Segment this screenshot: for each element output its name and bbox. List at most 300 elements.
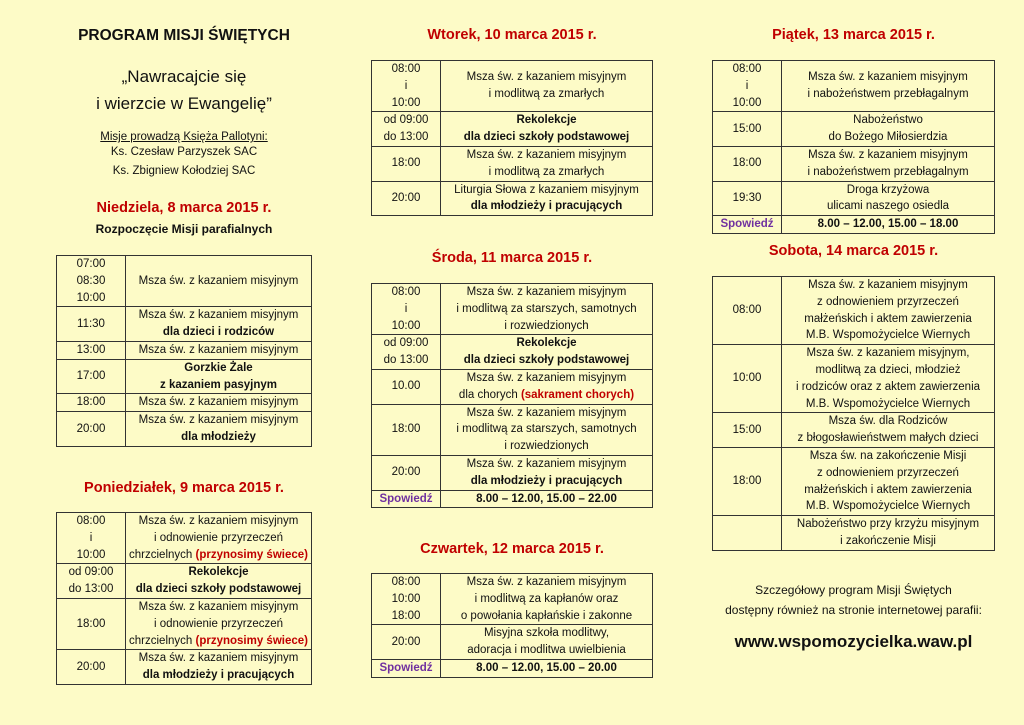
time-line: 20:00 — [391, 466, 421, 479]
description-text: dla młodzieży i pracujących — [470, 474, 623, 487]
schedule-time — [713, 61, 782, 112]
description-text: Nabożeństwo przy krzyżu misyjnym — [796, 518, 980, 531]
schedule-description — [441, 146, 653, 181]
schedule-description — [441, 369, 653, 404]
schedule-row — [372, 625, 653, 660]
description-text: Msza św. z kazaniem misyjnym — [466, 457, 627, 470]
schedule-description — [782, 112, 995, 147]
schedule-description — [782, 277, 995, 345]
description-text: i rodziców oraz z aktem zawierzenia — [795, 380, 981, 393]
description-text: Liturgia Słowa z kazaniem misyjnym — [454, 183, 639, 196]
schedule-row — [713, 112, 995, 147]
schedule-time — [713, 181, 782, 216]
description-text: Msza św. dla Rodziców — [828, 415, 948, 428]
description-text: Nabożeństwo — [853, 114, 923, 127]
schedule-row — [372, 574, 653, 625]
description-line — [784, 129, 992, 146]
description-line — [784, 345, 992, 362]
schedule-row — [57, 650, 312, 685]
time-line: 10:00 — [391, 592, 421, 605]
schedule-time — [57, 394, 126, 412]
time-line: 10:00 — [391, 319, 421, 332]
time-line: 18:00 — [391, 423, 421, 436]
schedule-description — [441, 574, 653, 625]
description-text: i rozwiedzionych — [504, 319, 589, 332]
schedule-time — [57, 598, 126, 649]
schedule-description — [126, 598, 312, 649]
confession-row — [713, 216, 995, 234]
time-line: 20:00 — [76, 660, 106, 673]
time-line: i — [745, 79, 749, 92]
schedule-description — [441, 181, 653, 216]
schedule-description — [782, 447, 995, 515]
description-text: i modlitwą za zmarłych — [488, 88, 605, 101]
time-line: 08:00 — [391, 286, 421, 298]
description-text: adoracja i modlitwa uwielbienia — [467, 644, 626, 657]
description-text: Rekolekcje — [188, 566, 249, 579]
schedule-time — [372, 455, 441, 490]
description-text: dla dzieci szkoły podstawowej — [463, 354, 630, 367]
schedule-description — [126, 564, 312, 599]
description-line — [784, 498, 992, 515]
description-line — [443, 574, 650, 591]
time-line: 20:00 — [391, 191, 421, 204]
description-text: z błogosławieństwem małych dzieci — [797, 432, 979, 445]
friday-title: Piątek, 13 marca 2015 r. — [772, 27, 935, 43]
schedule-time — [372, 574, 441, 625]
description-line — [128, 324, 309, 341]
schedule-row — [372, 284, 653, 335]
leader-2: Ks. Zbigniew Kołodziej SAC — [112, 165, 256, 177]
description-text: małżeńskich i aktem zawierzenia — [804, 483, 972, 496]
time-line: 11:30 — [77, 317, 105, 330]
description-line — [128, 360, 309, 377]
motto — [56, 63, 312, 117]
footer-line-2: dostępny również na stronie internetowej parafii: — [725, 603, 982, 617]
description-text: i zakończenie Misji — [840, 534, 936, 547]
description-text: Rekolekcje — [516, 337, 577, 350]
schedule-row — [713, 181, 995, 216]
schedule-row — [57, 359, 312, 394]
description-line — [784, 430, 992, 447]
time-line: 13:00 — [76, 343, 106, 356]
description-text: i nabożeństwem przebłagalnym — [807, 88, 969, 101]
sunday-table — [56, 255, 312, 447]
time-line: od 09:00 — [68, 566, 114, 579]
time-line: i — [89, 531, 93, 544]
wednesday-title: Środa, 11 marca 2015 r. — [431, 250, 593, 266]
schedule-time — [372, 404, 441, 455]
sunday-title: Niedziela, 8 marca 2015 r. — [96, 200, 272, 216]
schedule-description — [782, 181, 995, 216]
description-text: i nabożeństwem przebłagalnym — [807, 165, 969, 178]
description-line — [784, 533, 992, 550]
description-line — [784, 516, 992, 533]
time-line: od 09:00 — [383, 337, 429, 350]
schedule-time — [713, 277, 782, 345]
description-line — [128, 377, 309, 394]
schedule-row — [57, 394, 312, 412]
description-line — [784, 86, 992, 103]
schedule-description — [126, 513, 312, 564]
description-text: Msza św. z kazaniem misyjnym — [466, 286, 627, 298]
description-line — [443, 164, 650, 181]
description-line — [443, 438, 650, 455]
time-line: 19:30 — [732, 191, 762, 204]
schedule-time — [57, 513, 126, 564]
schedule-row — [372, 112, 653, 147]
description-line — [784, 147, 992, 164]
description-line — [443, 318, 650, 335]
description-line — [128, 307, 309, 324]
description-text: Msza św. z kazaniem misyjnym — [466, 71, 627, 84]
description-line — [443, 284, 650, 301]
schedule-time — [372, 335, 441, 370]
description-line — [128, 273, 309, 290]
description-text: z odnowieniem przyrzeczeń — [817, 466, 959, 479]
description-text: i modlitwą za starszych, samotnych — [456, 423, 637, 436]
saturday-table — [712, 276, 995, 551]
confession-hours: 8.00 – 12.00, 15.00 – 18.00 — [782, 216, 995, 234]
description-text: M.B. Wspomożycielce Wiernych — [805, 500, 971, 513]
schedule-time — [57, 341, 126, 359]
schedule-description — [126, 412, 312, 447]
description-line — [128, 530, 309, 547]
description-text: Msza św. z kazaniem misyjnym — [138, 343, 299, 356]
time-line: 08:30 — [76, 274, 106, 287]
schedule-description — [782, 146, 995, 181]
description-line — [443, 335, 650, 352]
description-line — [443, 370, 650, 387]
schedule-row — [372, 455, 653, 490]
highlight-note: (sakrament chorych) — [520, 388, 635, 401]
time-line: 18:00 — [732, 475, 762, 488]
confession-row — [372, 490, 653, 508]
schedule-time — [713, 516, 782, 551]
description-line — [128, 547, 309, 564]
description-line — [784, 198, 992, 215]
time-line: 20:00 — [76, 422, 106, 435]
description-text: Msza św. z kazaniem misyjnym — [808, 148, 968, 161]
description-text: dla dzieci szkoły podstawowej — [135, 583, 302, 596]
schedule-description — [782, 61, 995, 112]
time-line: do 13:00 — [383, 131, 429, 144]
schedule-row — [57, 256, 312, 307]
motto-line-2: i wierzcie w Ewangelię” — [96, 94, 272, 113]
description-text: Gorzkie Żale — [184, 361, 253, 374]
description-line — [128, 616, 309, 633]
highlight-note: (przynosimy świece) — [195, 634, 308, 647]
schedule-row — [372, 181, 653, 216]
description-line — [128, 581, 309, 598]
description-text: Msza św. z kazaniem misyjnym — [138, 414, 299, 427]
schedule-row — [57, 341, 312, 359]
description-line — [443, 198, 650, 215]
description-text: Msza św. z kazaniem misyjnym — [138, 274, 299, 287]
schedule-row — [57, 307, 312, 342]
confession-label: Spowiedź — [372, 490, 441, 508]
description-line — [128, 650, 309, 667]
description-text: dla młodzieży i pracujących — [142, 669, 295, 682]
schedule-time — [57, 307, 126, 342]
description-text: z odnowieniem przyrzeczeń — [817, 295, 959, 308]
schedule-row — [57, 513, 312, 564]
schedule-time — [57, 359, 126, 394]
time-line: 10.00 — [391, 380, 421, 393]
confession-hours: 8.00 – 12.00, 15.00 – 20.00 — [441, 659, 653, 677]
time-line: 08:00 — [76, 515, 106, 527]
confession-label: Spowiedź — [372, 659, 441, 677]
description-text: do Bożego Miłosierdzia — [828, 131, 948, 144]
tuesday-table — [371, 60, 653, 216]
time-line: 07:00 — [76, 258, 106, 270]
thursday-table — [371, 573, 653, 678]
schedule-row — [372, 146, 653, 181]
schedule-time — [372, 369, 441, 404]
highlight-note: (przynosimy świece) — [195, 548, 308, 561]
parish-website-link[interactable]: www.wspomozycielka.waw.pl — [734, 632, 973, 651]
time-line: 08:00 — [732, 304, 762, 317]
schedule-time — [372, 112, 441, 147]
description-text: Msza św. z kazaniem misyjnym — [808, 71, 968, 84]
time-line: 18:00 — [76, 396, 106, 409]
description-text: małżeńskich i aktem zawierzenia — [804, 312, 972, 325]
time-line: 18:00 — [391, 157, 421, 170]
leader-1: Ks. Czesław Parzyszek SAC — [110, 146, 258, 158]
description-text: Msza św. z kazaniem misyjnym — [466, 576, 627, 588]
time-line: i — [404, 79, 408, 92]
schedule-description — [441, 404, 653, 455]
description-line — [784, 482, 992, 499]
time-line: i — [404, 302, 408, 315]
schedule-row — [372, 61, 653, 112]
description-line — [784, 413, 992, 430]
description-text: i rozwiedzionych — [504, 440, 589, 453]
motto-line-1: „Nawracajcie się — [121, 67, 247, 86]
description-text: Msza św. z kazaniem misyjnym — [466, 148, 627, 161]
schedule-row — [372, 369, 653, 404]
schedule-description — [441, 284, 653, 335]
description-line — [443, 86, 650, 103]
schedule-time — [57, 564, 126, 599]
schedule-time — [57, 650, 126, 685]
wednesday-table — [371, 283, 653, 508]
description-line — [443, 147, 650, 164]
schedule-row — [57, 598, 312, 649]
schedule-time — [713, 146, 782, 181]
description-line — [128, 513, 309, 530]
schedule-row — [57, 412, 312, 447]
description-line — [784, 396, 992, 413]
description-text: Msza św. z kazaniem misyjnym, — [806, 347, 970, 360]
schedule-description — [126, 256, 312, 307]
description-line — [128, 564, 309, 581]
schedule-row — [372, 404, 653, 455]
monday-table — [56, 512, 312, 685]
schedule-description — [782, 345, 995, 413]
monday-title: Poniedziałek, 9 marca 2015 r. — [84, 480, 284, 496]
schedule-description — [441, 61, 653, 112]
description-line — [784, 362, 992, 379]
schedule-description — [441, 625, 653, 660]
description-text: M.B. Wspomożycielce Wiernych — [805, 397, 971, 410]
description-text: Msza św. z kazaniem misyjnym — [138, 652, 299, 665]
description-text: ulicami naszego osiedla — [826, 200, 950, 213]
description-line — [443, 69, 650, 86]
schedule-row — [713, 61, 995, 112]
description-text: Msza św. z kazaniem misyjnym — [466, 371, 627, 384]
time-line: do 13:00 — [68, 583, 114, 596]
time-line: 10:00 — [76, 548, 106, 561]
description-line — [443, 129, 650, 146]
footer-line-1: Szczegółowy program Misji Świętych — [755, 583, 952, 597]
description-line — [443, 625, 650, 642]
description-text: Msza św. z kazaniem misyjnym — [138, 396, 299, 409]
description-text: Msza św. z kazaniem misyjnym — [138, 600, 299, 613]
column-left — [56, 0, 312, 682]
description-line — [128, 394, 309, 411]
description-line — [128, 667, 309, 684]
description-text: Rekolekcje — [516, 114, 577, 127]
description-line — [784, 277, 992, 294]
time-line: 20:00 — [391, 635, 421, 648]
description-line — [443, 182, 650, 199]
description-line — [784, 112, 992, 129]
time-line: 10:00 — [76, 291, 106, 304]
schedule-time — [57, 412, 126, 447]
schedule-time — [57, 256, 126, 307]
description-line — [784, 182, 992, 199]
description-line — [443, 301, 650, 318]
description-line — [443, 473, 650, 490]
description-text: Msza św. z kazaniem misyjnym — [808, 279, 968, 291]
schedule-row — [713, 516, 995, 551]
time-line: 15:00 — [732, 122, 762, 135]
schedule-time — [372, 181, 441, 216]
time-line: 08:00 — [732, 63, 762, 75]
schedule-time — [713, 447, 782, 515]
time-line: 18:00 — [391, 609, 421, 622]
description-text: o powołania kapłańskie i zakonne — [460, 609, 633, 622]
time-line: 08:00 — [391, 576, 421, 588]
description-text: z kazaniem pasyjnym — [160, 378, 277, 391]
description-line — [443, 421, 650, 438]
sunday-subtitle: Rozpoczęcie Misji parafialnych — [95, 222, 273, 236]
description-text: i odnowienie przyrzeczeń — [153, 617, 284, 630]
description-line — [784, 379, 992, 396]
description-text: Misyjna szkoła modlitwy, — [483, 627, 610, 640]
schedule-row — [713, 413, 995, 448]
schedule-description — [441, 455, 653, 490]
description-text: dla młodzieży i pracujących — [470, 200, 623, 213]
time-line: 10:00 — [391, 96, 421, 109]
description-text: i modlitwą za starszych, samotnych — [456, 302, 637, 315]
confession-hours: 8.00 – 12.00, 15.00 – 22.00 — [441, 490, 653, 508]
description-line — [128, 633, 309, 650]
schedule-description — [126, 650, 312, 685]
schedule-time — [713, 413, 782, 448]
description-line — [443, 387, 650, 404]
description-line — [443, 112, 650, 129]
description-text: Msza św. z kazaniem misyjnym — [138, 309, 299, 322]
schedule-time — [713, 112, 782, 147]
confession-label: Spowiedź — [713, 216, 782, 234]
time-line: 17:00 — [76, 370, 106, 383]
description-line — [784, 465, 992, 482]
schedule-row — [713, 447, 995, 515]
description-text: dla dzieci szkoły podstawowej — [463, 131, 630, 144]
description-line — [128, 342, 309, 359]
schedule-description — [126, 394, 312, 412]
description-text: chrzcielnych — [129, 634, 193, 647]
description-line — [128, 429, 309, 446]
description-line — [784, 164, 992, 181]
description-text: dla dzieci i rodziców — [162, 326, 275, 339]
description-text: Msza św. z kazaniem misyjnym — [466, 406, 627, 419]
description-text: modlitwą za dzieci, młodzież — [815, 363, 961, 376]
description-line — [784, 311, 992, 328]
time-line: od 09:00 — [383, 114, 429, 127]
description-line — [443, 456, 650, 473]
time-line: 18:00 — [76, 617, 106, 630]
description-line — [443, 352, 650, 369]
schedule-description — [126, 307, 312, 342]
description-line — [784, 294, 992, 311]
schedule-row — [372, 335, 653, 370]
description-text: Msza św. z kazaniem misyjnym — [138, 515, 299, 527]
page-title: PROGRAM MISJI ŚWIĘTYCH — [78, 27, 290, 44]
schedule-row — [713, 345, 995, 413]
description-line — [443, 608, 650, 625]
description-text: chrzcielnych — [129, 548, 193, 561]
confession-row — [372, 659, 653, 677]
time-line: 15:00 — [732, 423, 762, 436]
description-line — [443, 642, 650, 659]
time-line: 10:00 — [732, 96, 762, 109]
description-text: Droga krzyżowa — [846, 183, 930, 196]
schedule-description — [126, 341, 312, 359]
schedule-description — [441, 335, 653, 370]
time-line: do 13:00 — [383, 354, 429, 367]
description-text: i odnowienie przyrzeczeń — [153, 531, 284, 544]
schedule-row — [713, 146, 995, 181]
friday-table — [712, 60, 995, 234]
description-line — [128, 599, 309, 616]
description-text: i modlitwą za kapłanów oraz — [474, 592, 619, 605]
schedule-description — [441, 112, 653, 147]
description-line — [784, 69, 992, 86]
saturday-title: Sobota, 14 marca 2015 r. — [768, 243, 939, 259]
description-text: i modlitwą za zmarłych — [488, 165, 605, 178]
schedule-time — [372, 146, 441, 181]
leaders-heading: Misje prowadzą Księża Pallotyni: — [100, 131, 268, 143]
schedule-description — [126, 359, 312, 394]
schedule-time — [372, 625, 441, 660]
schedule-row — [57, 564, 312, 599]
description-text: dla młodzieży — [181, 430, 256, 443]
time-line: 18:00 — [732, 157, 762, 170]
schedule-description — [782, 413, 995, 448]
description-text: M.B. Wspomożycielce Wiernych — [805, 329, 971, 342]
time-line: 08:00 — [391, 63, 421, 75]
thursday-title: Czwartek, 12 marca 2015 r. — [420, 541, 604, 557]
description-line — [784, 448, 992, 465]
description-text: dla chorych — [458, 388, 518, 401]
schedule-time — [713, 345, 782, 413]
schedule-row — [713, 277, 995, 345]
description-line — [443, 405, 650, 422]
schedule-time — [372, 284, 441, 335]
